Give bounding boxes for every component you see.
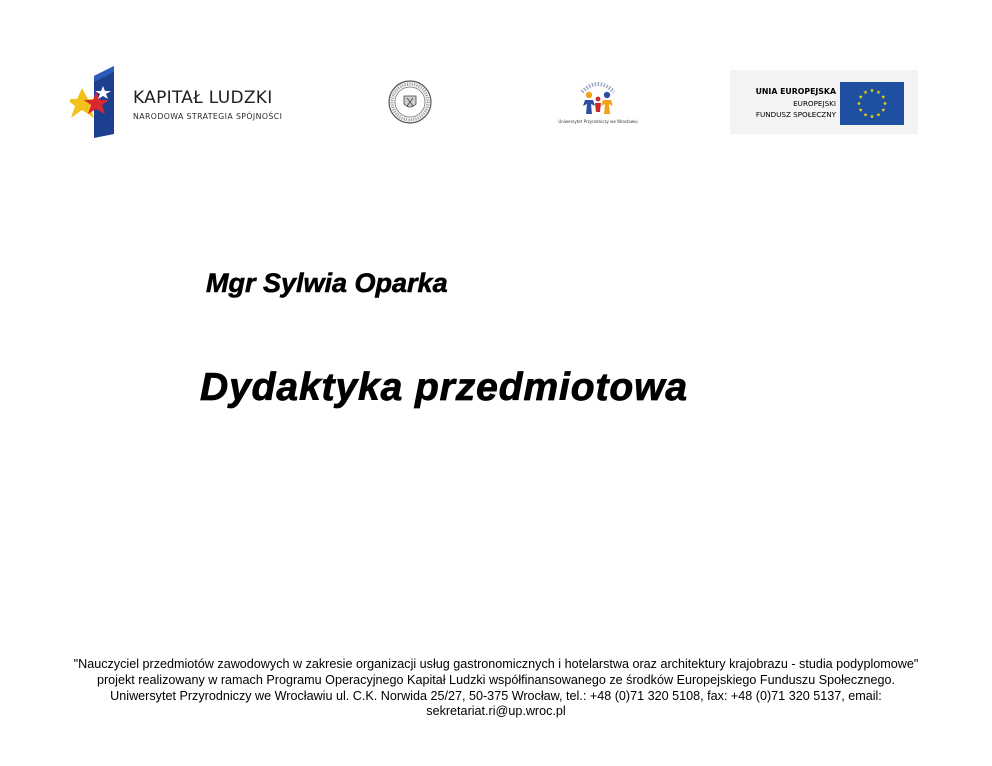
eu-line-3: FUNDUSZ SPOŁECZNY (755, 110, 836, 119)
eu-line-2: EUROPEJSKI (793, 99, 836, 108)
university-seal-icon (387, 79, 433, 125)
footer-text (40, 657, 952, 720)
footer-line-1: "Nauczyciel przedmiotów zawodowych w zakresie organizacji usług gastronomicznych i hotelarstwa oraz architektury krajobrazu - studia podyplomowe" (73, 657, 919, 671)
kapital-ludzki-logo (70, 66, 300, 138)
kapital-ludzki-subtitle: NARODOWA STRATEGIA SPÓJNOŚCI (133, 112, 283, 121)
eu-logo (730, 70, 918, 134)
eu-flag-icon (840, 82, 904, 125)
university-seal-logo (387, 79, 433, 125)
footer-line-2: projekt realizowany w ramach Programu Operacyjnego Kapitał Ludzki współfinansowanego ze środków Europejskiego Funduszu Społecznego. (96, 672, 896, 687)
kapital-ludzki-emblem-icon (70, 66, 130, 138)
up-caption: Uniwersytet Przyrodniczy we Wrocławiu (558, 119, 638, 124)
eu-line-1: UNIA EUROPEJSKA (755, 87, 836, 96)
page-title: Dydaktyka przedmiotowa (200, 366, 688, 409)
up-wroclaw-logo (558, 78, 638, 130)
kapital-ludzki-title: KAPITAŁ LUDZKI (133, 88, 273, 108)
footer-line-4: sekretariat.ri@up.wroc.pl (426, 704, 566, 719)
up-people-icon (558, 78, 638, 120)
author-name: Mgr Sylwia Oparka (206, 268, 448, 298)
footer-line-3: Uniwersytet Przyrodniczy we Wrocławiu ul. C.K. Norwida 25/27, 50-375 Wrocław, tel.: +48 (0)71 320 5108, fax: +48 (0)71 320 5137, email: (110, 688, 882, 703)
